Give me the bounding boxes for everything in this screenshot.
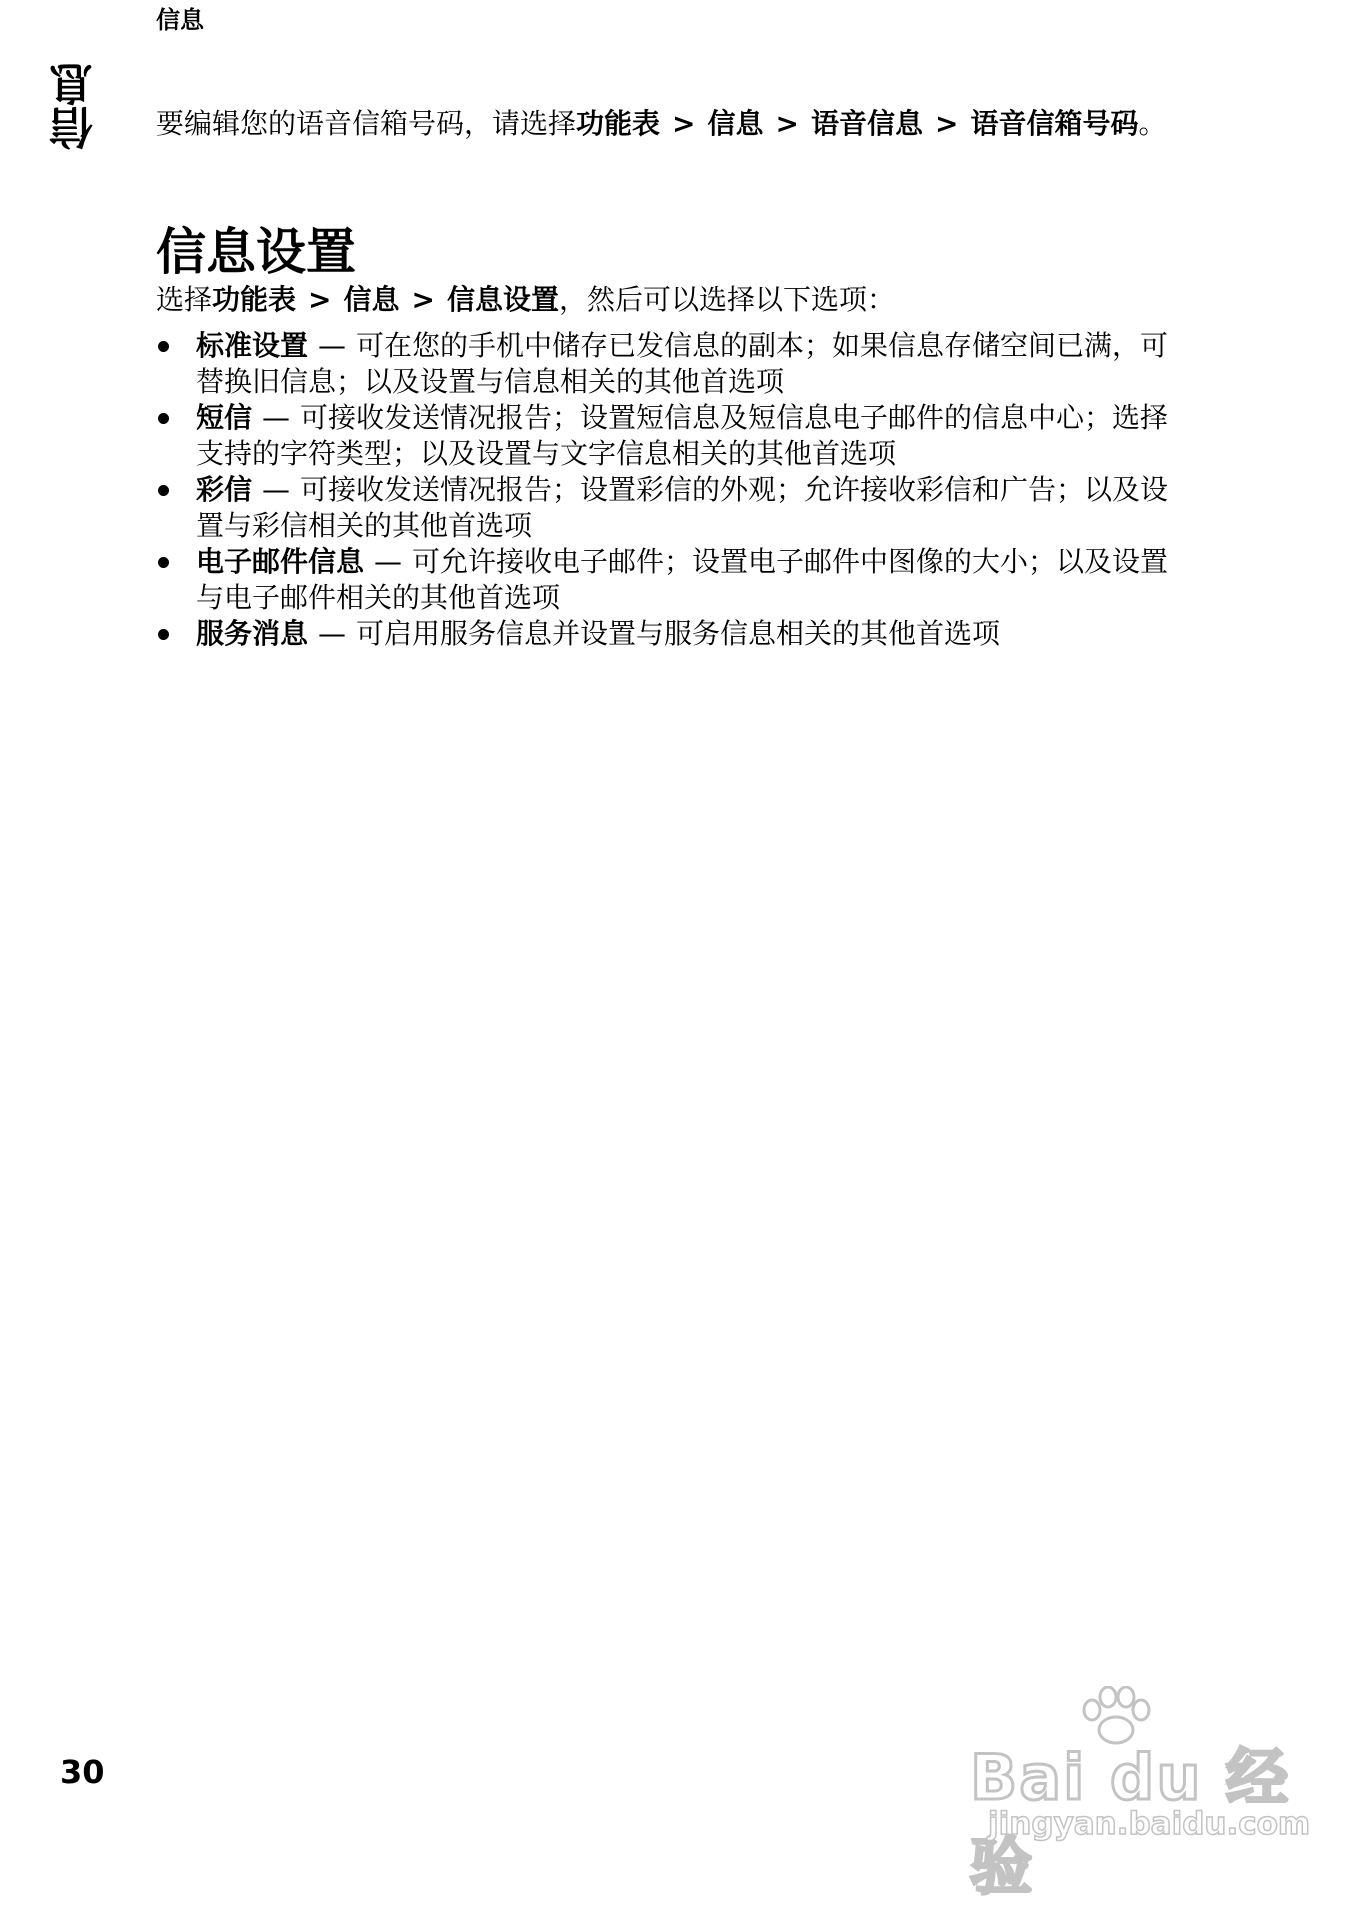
bullet-icon — [158, 485, 169, 496]
lead-text-after: ，然后可以选择以下选项： — [559, 283, 896, 316]
intro-text-after: 。 — [1138, 107, 1167, 140]
settings-options-list — [156, 328, 1192, 652]
watermark-url: jingyan.baidu.com — [988, 1806, 1311, 1842]
menu-path-item: 功能表 — [576, 107, 661, 140]
menu-path-item: 语音信箱号码 — [970, 107, 1139, 140]
em-dash: — — [318, 617, 347, 650]
em-dash: — — [262, 473, 291, 506]
menu-path-separator: > — [672, 107, 696, 140]
em-dash: — — [374, 545, 403, 578]
option-term: 短信 — [196, 401, 253, 434]
running-header: 信息 — [156, 6, 204, 34]
bullet-icon — [158, 413, 169, 424]
menu-path-item: 信息设置 — [446, 283, 559, 316]
option-description: 可启用服务信息并设置与服务信息相关的其他首选项 — [356, 617, 1001, 650]
menu-path-item: 信息 — [707, 107, 764, 140]
option-term: 彩信 — [196, 473, 253, 506]
list-item — [156, 400, 1192, 472]
section-title: 信息设置 — [156, 223, 356, 281]
menu-path-separator: > — [775, 107, 799, 140]
menu-path-separator: > — [411, 283, 435, 316]
option-term: 服务消息 — [196, 617, 309, 650]
option-term: 标准设置 — [196, 329, 309, 362]
section-lead-paragraph — [156, 282, 1186, 318]
em-dash: — — [318, 329, 347, 362]
intro-text-before: 要编辑您的语音信箱号码，请选择 — [156, 107, 577, 140]
option-term: 电子邮件信息 — [196, 545, 365, 578]
menu-path-item: 功能表 — [212, 283, 297, 316]
menu-path-item: 信息 — [343, 283, 400, 316]
list-item — [156, 544, 1192, 616]
em-dash: — — [262, 401, 291, 434]
option-description: 可在您的手机中储存已发信息的副本；如果信息存储空间已满，可替换旧信息；以及设置与信息相关的其他首选项 — [196, 329, 1169, 398]
option-description: 可允许接收电子邮件；设置电子邮件中图像的大小；以及设置与电子邮件相关的其他首选项 — [196, 545, 1169, 614]
page-number: 30 — [60, 1753, 105, 1791]
bullet-icon — [158, 629, 169, 640]
list-item — [156, 328, 1192, 400]
lead-text-before: 选择 — [156, 283, 213, 316]
menu-path-separator: > — [935, 107, 959, 140]
baidu-watermark — [966, 1686, 1311, 1903]
option-description: 可接收发送情况报告；设置彩信的外观；允许接收彩信和广告；以及设置与彩信相关的其他首选项 — [196, 473, 1169, 542]
voicemail-intro-paragraph — [156, 106, 1186, 142]
watermark-brand: Bai du 经验 — [970, 1741, 1291, 1903]
menu-path-separator: > — [308, 283, 332, 316]
menu-path-item: 语音信息 — [810, 107, 923, 140]
list-item — [156, 472, 1192, 544]
bullet-icon — [158, 557, 169, 568]
chapter-side-tab: 信息 — [50, 62, 101, 150]
list-item — [156, 616, 1192, 652]
option-description: 可接收发送情况报告；设置短信息及短信息电子邮件的信息中心；选择支持的字符类型；以及设置与文字信息相关的其他首选项 — [196, 401, 1169, 470]
bullet-icon — [158, 341, 169, 352]
